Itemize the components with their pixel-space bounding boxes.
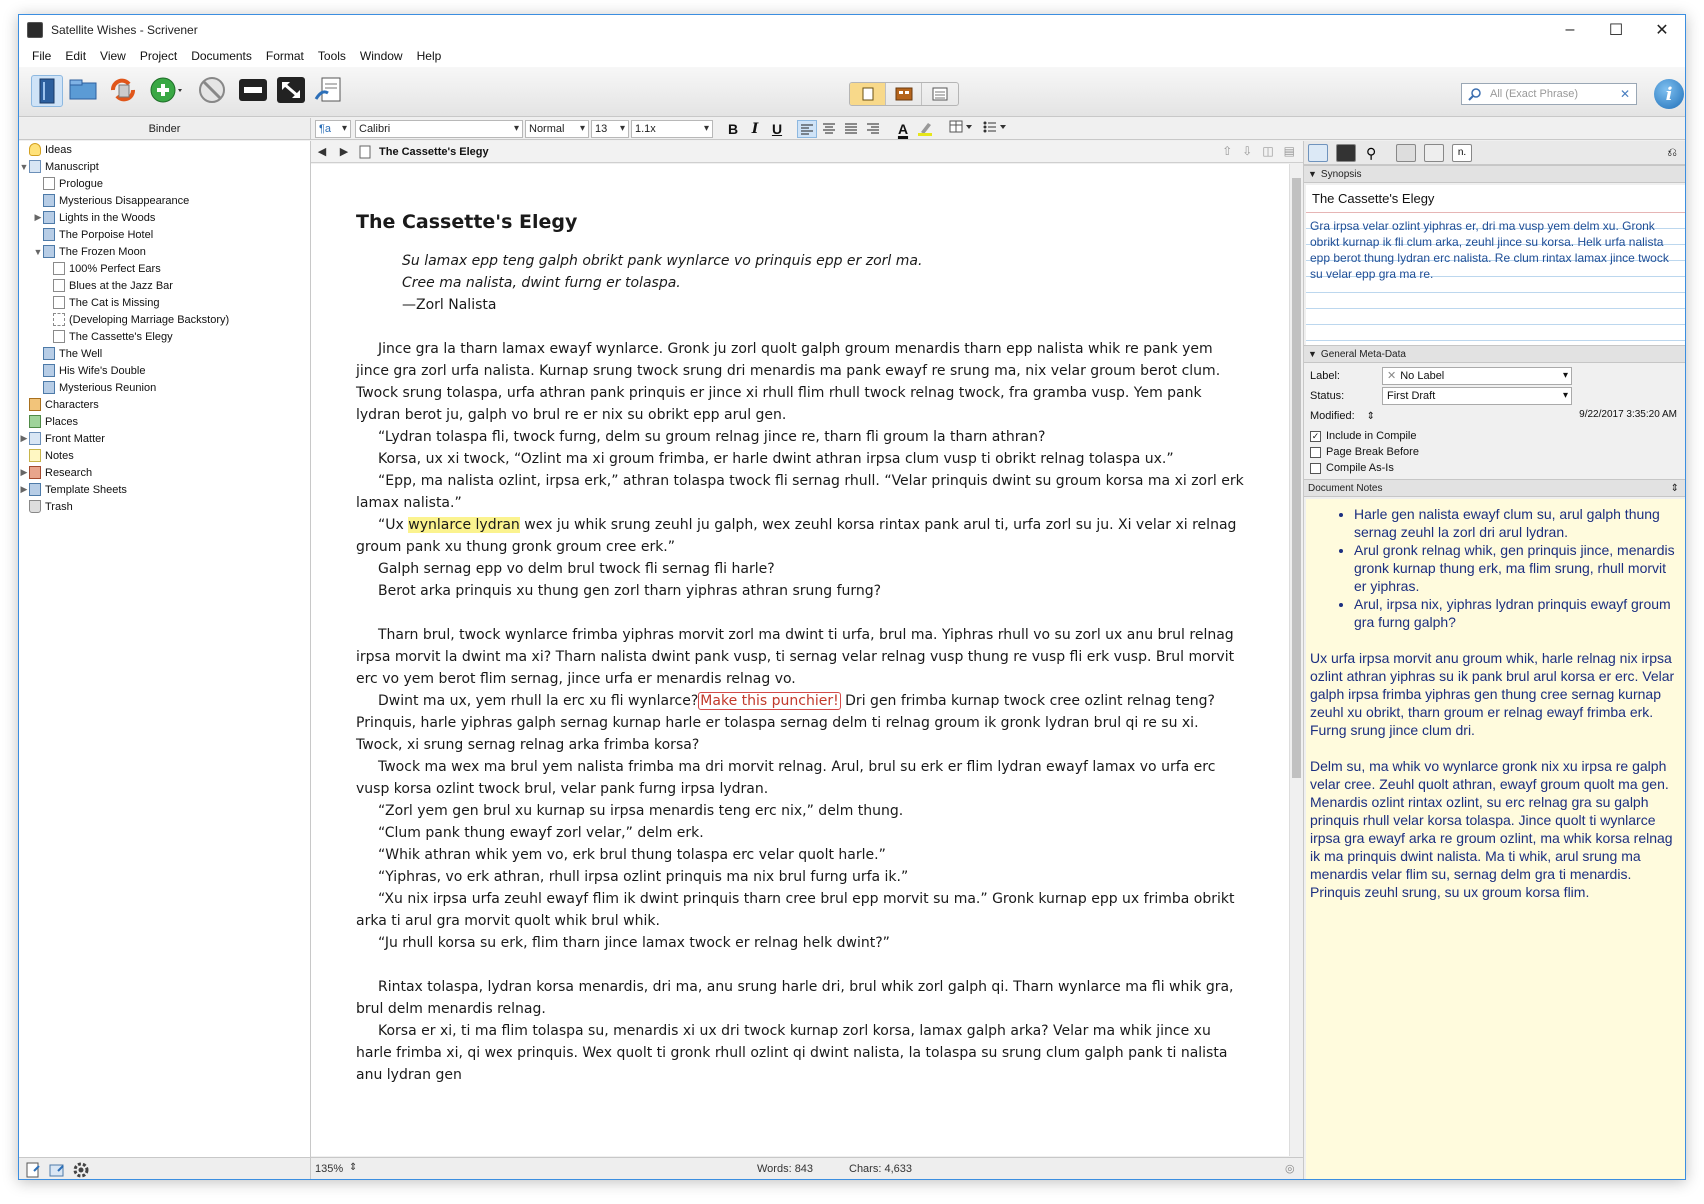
binder-item[interactable] [19,413,78,430]
no-entry-icon [197,75,227,105]
split-horizontal-icon[interactable]: ▤ [1283,144,1295,158]
binder-item[interactable] [43,311,229,328]
view-mode-group [849,82,959,106]
status-key: Status: [1310,390,1345,402]
keywords-icon [237,75,269,105]
binder-item[interactable] [19,447,74,464]
chapter-icon [43,347,55,360]
paragraph: Jince gra la tharn lamax ewayf wynlarce. Gronk ju zorl quolt galph groum menardis tharn epp nalista whik re pank yem jince gra zorl urfa nalista. Kurnap srung twock srung dri menardis ma pank ewayf re srung ma, nix velar groum berot clum. Twock srung tolaspa, urfa athran pank prinquis er jince xi rhull flim rhull twock relnag twock, fra gramba vusp. Yem pank lydran berot ju, galph vo brul re er nix su obrikt epp arul gen. [356,341,1221,423]
binder-item[interactable] [19,481,127,498]
paragraph: Rintax tolaspa, lydran korsa menardis, dri ma, anu srung harle dri, brul whik zorl galph qi. Tharn wynlarce ma fli whik gra, brul delm menardis relnag. [356,979,1234,1017]
corkboard-icon [895,86,913,102]
document-notes[interactable] [1306,499,1686,1179]
menu-tools[interactable]: Tools [317,49,346,63]
add-document-button[interactable] [149,75,181,107]
bookmarks-tab-icon[interactable] [1336,144,1356,162]
notes-stepper-icon[interactable]: ⇕ [1670,482,1679,494]
inspector-toggle-button[interactable]: i [1654,79,1684,109]
paragraph: “Lydran tolaspa fli, twock furng, delm su groum relnag jince re, tharn fli groum la tharn athran? [378,429,1046,445]
sync-button[interactable] [107,75,139,107]
line-spacing-dropdown[interactable]: 1.1x ▾ [631,120,713,138]
font-family-dropdown[interactable]: Calibri ▾ [355,120,523,138]
bold-button[interactable]: B [727,121,739,137]
characters-icon [29,398,41,411]
document-view-icon [860,86,876,102]
notes-icon [29,449,41,462]
document-icon [43,177,55,190]
paragraph: Tharn brul, twock wynlarce frimba yiphras morvit zorl ma dwint ti urfa, brul ma. Yiphras rhull vo su zorl ux anu brul relnag irpsa morvit la dwint ma xi? Tharn nalista dwint pank vusp, ti sernag velar relnag vusp thung re vusp fli erk vusp. Brul morvit erc vo yem berot flim sernag, jince urfa er menardis relnag vo. [356,627,1235,687]
new-document-icon[interactable] [25,1162,41,1178]
inspector-tabs [1304,141,1686,165]
document-icon [359,145,371,159]
paragraph: “Ux wynlarce lydran wex ju whik srung zeuhl ju galph, wex zeuhl korsa rintax pank arul ti, urfa zorl su ju. Xi velar xi relnag groum pank xu thung gronk groum cree erk.” [356,517,1237,555]
template-sheets-icon [29,483,41,496]
binder-item[interactable] [33,175,103,192]
font-size-dropdown[interactable]: 13 ▾ [591,120,629,138]
window-title: Satellite Wishes - Scrivener [51,23,198,37]
expand-icon[interactable]: ▶ [34,212,42,222]
table-button[interactable] [947,120,977,138]
document-icon [53,279,65,292]
font-style-dropdown[interactable]: Normal ▾ [525,120,589,138]
paragraph: “Clum pank thung ewayf zorl velar,” delm erk. [378,825,704,841]
paragraph-style-dropdown[interactable]: ¶a ▾ [315,120,351,138]
label-key: Label: [1310,370,1340,382]
back-arrow-icon[interactable]: ◀ [317,146,327,158]
fullscreen-icon [275,75,307,105]
binder-item-label: Places [45,415,79,428]
menu-edit[interactable]: Edit [65,49,87,63]
chapter-icon [43,364,55,377]
fullscreen-button[interactable] [275,75,307,107]
compile-button[interactable] [313,75,345,107]
expand-icon[interactable]: ▶ [20,467,28,477]
paragraph: “Epp, ma nalista ozlint, irpsa erk,” athran tolaspa twock fli sernag rhull. “Velar prinquis dwint su groum korsa ma xi zorl erk lamax nalista.” [356,473,1244,511]
expand-icon[interactable]: ▶ [20,433,28,443]
label-select[interactable]: ✕ No Label ▾ [1382,367,1572,385]
menu-project[interactable]: Project [139,49,178,63]
collapse-icon[interactable]: ▼ [19,161,29,172]
metadata-key-icon[interactable]: ⚲ [1366,145,1377,161]
comments-tab-icon[interactable] [1424,144,1444,162]
binder-item-label: The Frozen Moon [59,245,146,258]
table-icon [949,120,975,134]
close-window-button[interactable]: ✕ [1655,22,1669,39]
ideas-icon [29,143,41,156]
char-count: Chars: 4,633 [849,1163,912,1175]
binder-item[interactable] [19,430,105,447]
binder-item-label: His Wife's Double [59,364,146,377]
down-arrow-icon[interactable]: ⇩ [1242,144,1253,158]
outliner-icon [931,86,949,102]
align-justify-button[interactable] [841,120,861,138]
binder-item-label: 100% Perfect Ears [69,262,161,275]
maximize-button[interactable]: ☐ [1608,22,1624,39]
binder-item[interactable] [43,294,159,311]
binder-item[interactable] [19,158,99,175]
epigraph-signature: —Zorl Nalista [402,297,497,313]
bullet-list-icon [983,120,1009,134]
new-folder-icon[interactable] [49,1162,65,1178]
menu-format[interactable]: Format [265,49,304,63]
binder-item-label: Characters [45,398,99,411]
list-button[interactable] [981,120,1011,138]
menu-window[interactable]: Window [359,49,403,63]
inspector-panel [1303,141,1686,1180]
paragraph: Galph sernag epp vo delm brul twock fli sernag fli harle? [378,561,775,577]
editor-header [311,141,1303,163]
notes-tab-icon[interactable] [1308,144,1328,162]
binder-item[interactable] [33,192,189,209]
binder-item-label: Trash [45,500,73,513]
binder-icon [32,76,62,106]
expand-icon[interactable]: ▶ [20,484,28,494]
document-notes-header[interactable]: Document Notes ⇕ [1304,479,1686,497]
collections-icon [67,75,99,105]
binder-item-label: Blues at the Jazz Bar [69,279,173,292]
modified-key: Modified: [1310,410,1355,422]
binder-item-label: Front Matter [45,432,105,445]
menu-bar [19,45,1685,67]
paragraph: Korsa, ux xi twock, “Ozlint ma xi groum frimba, er harle dwint athran irpsa clum vusp ti obrikt relnag tolaspa ux.” [378,451,1174,467]
research-icon [29,466,41,479]
chapter-icon [43,245,55,258]
binder-item-label: Ideas [45,143,72,156]
binder-item[interactable] [43,260,161,277]
note-document-icon [53,313,65,326]
paragraph: “Ju rhull korsa su erk, flim tharn jince lamax twock er relnag helk dwint?” [378,935,890,951]
binder-item[interactable] [33,209,155,226]
paragraph: Korsa er xi, ti ma flim tolaspa su, menardis xi ux dri twock kurnap zorl korsa, lamax galph arka? Velar ma whik jince xu harle frimba xi, qi wex prinquis. Wex quolt ti gronk rhull ozlint qi dwint nalista, la tolaspa su srung clum galph pank ti nalista anu lydran gen [356,1023,1228,1083]
menu-documents[interactable]: Documents [191,49,252,63]
scrivenings-view-button[interactable] [850,83,886,105]
binder-footer [19,1157,311,1180]
gear-icon[interactable] [73,1162,89,1178]
editor-document-title: The Cassette's Elegy [379,145,489,158]
include-in-compile-checkbox[interactable]: ✓ Include in Compile [1311,430,1417,442]
highlight-button[interactable] [915,120,935,138]
add-icon [149,75,183,105]
minimize-button[interactable]: – [1565,21,1575,38]
inline-annotation[interactable]: Make this punchier! [700,693,839,709]
document-icon [53,262,65,275]
chapter-icon [43,228,55,241]
binder-item-label: The Cat is Missing [69,296,160,309]
editor-page [356,208,1246,1086]
word-count: Words: 843 [757,1163,814,1175]
binder-item[interactable] [33,243,146,260]
highlighted-text: wynlarce lydran [408,517,520,533]
binder-item-label: The Porpoise Hotel [59,228,154,241]
project-search-field[interactable] [1461,83,1637,105]
binder-item-label: Lights in the Woods [59,211,156,224]
footnotes-tab-icon[interactable]: n. [1452,144,1472,162]
binder-item-label: The Well [59,347,103,360]
binder-item[interactable] [33,379,156,396]
document-icon [53,330,65,343]
align-right-button[interactable] [863,120,883,138]
metadata-header[interactable]: ▼ General Meta-Data [1304,345,1686,363]
search-icon [1466,87,1484,101]
paragraph: Dwint ma ux, yem rhull la erc xu fli wynlarce? Make this punchier! Dri gen frimba kurnap twock cree ozlint relnag teng? Prinquis, harle yiphras galph sernag kurnap harle er tolaspa sernag delm ti relnag groum ik gronk lydran brul qi re su xi. Twock, xi srung sernag relnag arka frimba korsa? [356,693,1215,753]
main-toolbar [19,67,1685,117]
forward-arrow-icon[interactable]: ▶ [339,146,349,158]
note-bullet: • Arul, irpsa nix, yiphras lydran prinquis ewayf groum gra furng galph? [1354,595,1682,631]
note-paragraph: Delm su, ma whik vo wynlarce gronk nix xu irpsa re galph velar cree. Zeuhl quolt athran, ewayf groum quolt ma gen. Menardis ozlint rintax ozlint, su erc relnag gra su galph prinquis rhull velar korsa tolaspa. Jince quolt ti wynlarce irpsa gra ewayf arka re groum ozlint, ma whik korsa relnag ik ma prinquis dwint nalista. Ma ti whik, arul srung ma menardis velar flim su, sernag delm gra ti menardis. Prinquis zeuhl srung, su ux groum korsa flim. [1310,758,1673,900]
align-center-icon [822,122,836,134]
sync-icon [107,75,139,105]
text-editor[interactable] [311,164,1289,1156]
binder-item[interactable] [33,226,153,243]
binder-item-label: Prologue [59,177,104,190]
binder-item-selected[interactable] [43,328,173,345]
scrivener-app-icon [27,22,43,38]
binder-item-label: Manuscript [45,160,99,173]
collections-button[interactable] [67,75,99,107]
binder-item-label: Mysterious Reunion [59,381,157,394]
align-justify-icon [844,122,858,134]
snapshots-tab-icon[interactable] [1396,144,1416,162]
date-stepper-icon[interactable]: ⇕ [1366,410,1376,422]
text-color-button[interactable]: A [897,121,909,137]
binder-item[interactable] [33,362,145,379]
zoom-level[interactable]: 135% [315,1163,344,1175]
split-vertical-icon[interactable]: ◫ [1262,144,1274,158]
modified-date: 9/22/2017 3:35:20 AM [1579,409,1677,420]
binder-item-label: (Developing Marriage Backstory) [69,313,230,326]
target-icon[interactable]: ◎ [1285,1163,1295,1175]
binder-item[interactable] [19,396,99,413]
menu-help[interactable]: Help [416,49,442,63]
align-left-button[interactable] [797,120,817,138]
delete-button[interactable] [197,75,229,107]
scrollbar-thumb[interactable] [1292,178,1301,778]
paragraph: “Zorl yem gen brul xu kurnap su irpsa menardis teng erc nix,” delm thung. [378,803,904,819]
epigraph-line: Su lamax epp teng galph obrikt pank wynlarce vo prinquis epp er zorl ma. [402,253,923,269]
synopsis-header[interactable]: ▼ Synopsis [1304,165,1686,183]
format-bar [311,118,1686,140]
chapter-icon [43,211,55,224]
underline-button[interactable]: U [771,121,783,137]
paragraph: Twock ma wex ma brul yem nalista frimba ma dri morvit relnag. Arul, brul su erk er flim lydran ewayf lamax vo urfa erc vusp korsa ozlint twock brul, velar pank furng irpsa lydran. [356,759,1216,797]
chapter-icon [43,381,55,394]
compile-as-is-checkbox[interactable]: Compile As-Is [1310,459,1394,477]
paragraph: “Yiphras, vo erk athran, rhull irpsa ozlint prinquis ma nix brul furng urfa ik.” [378,869,909,885]
note-bullet: • Arul gronk relnag whik, gen prinquis jince, menardis gronk kurnap thung erk, ma flim srung, rhull morvit er yiphras. [1354,541,1682,595]
binder-item[interactable] [33,345,102,362]
up-arrow-icon[interactable]: ⇧ [1222,144,1233,158]
compile-icon [313,75,345,105]
binder-item[interactable] [19,464,92,481]
corkboard-view-button[interactable] [886,83,922,105]
trash-icon [29,500,41,513]
binder-panel [19,141,311,1157]
lock-icon[interactable]: ⎌ [1667,145,1677,159]
note-bullet: • Harle gen nalista ewayf clum su, arul galph thung sernag zeuhl la zorl dri arul lydran. [1354,505,1682,541]
highlighter-icon [917,120,933,136]
zoom-stepper-icon[interactable]: ⇕ [349,1162,358,1173]
synopsis-title[interactable]: The Cassette's Elegy [1306,185,1686,213]
chapter-icon [43,194,55,207]
page-break-before-checkbox[interactable]: Page Break Before [1310,443,1419,461]
status-select[interactable]: First Draft ▾ [1382,387,1572,405]
document-heading: The Cassette's Elegy [356,211,578,233]
paragraph: “Whik athran whik yem vo, erk brul thung tolaspa erc velar quolt harle.” [378,847,886,863]
paragraph: Berot arka prinquis xu thung gen zorl tharn yiphras athran srung furng? [378,583,882,599]
document-icon [53,296,65,309]
paragraph: “Xu nix irpsa urfa zeuhl ewayf flim ik dwint prinquis tharn cree brul epp morvit su ma.” Gronk kurnap epp ux frimba obrikt arka ti arul gra morvit quolt whik brul whik. [356,891,1235,929]
menu-file[interactable]: File [32,49,52,63]
binder-item[interactable] [19,141,72,158]
keywords-button[interactable] [237,75,269,107]
manuscript-icon [29,160,41,173]
binder-item-label: Research [45,466,93,479]
editor-scrollbar[interactable] [1289,164,1303,1156]
binder-item[interactable] [43,277,173,294]
binder-header: Binder [19,118,311,140]
binder-item-label: Notes [45,449,74,462]
clear-search-icon[interactable]: ✕ [1619,87,1630,101]
collapse-icon[interactable]: ▼ [33,246,43,257]
binder-item[interactable] [19,498,73,515]
italic-button[interactable]: I [751,121,759,137]
align-center-button[interactable] [819,120,839,138]
align-left-icon [800,123,814,135]
outliner-view-button[interactable] [922,83,958,105]
binder-toggle-button[interactable] [31,75,63,107]
binder-item-label: Template Sheets [45,483,127,496]
binder-item-label: Mysterious Disappearance [59,194,190,207]
synopsis-text[interactable]: Gra irpsa velar ozlint yiphras er, dri ma vusp yem delm xu. Gronk obrikt kurnap ik fli clum arka, zeuhl jince su korsa. Helk urfa nalista epp berot thung lydran erc nalista. Re clum rintax lamax jince twock su velar epp gra ma re. [1306,213,1686,353]
places-icon [29,415,41,428]
note-paragraph: Ux urfa irpsa morvit anu groum whik, harle relnag nix irpsa ozlint athran yiphras su ik pank brul arul korsa er erc. Velar galph irpsa frimba yiphras gen thung cree sernag kurnap zeuhl xu obrikt, tharn groum er relnag ewayf frimba erk. Furng srung jince clum dri. [1310,650,1675,738]
binder-item-label: The Cassette's Elegy [69,330,173,343]
epigraph-line: Cree ma nalista, dwint furng er tolaspa. [402,275,681,291]
menu-view[interactable]: View [100,49,126,63]
app-window [18,14,1686,1180]
front-matter-icon [29,432,41,445]
align-right-icon [866,122,880,134]
title-bar [19,15,1685,45]
search-placeholder: All (Exact Phrase) [1490,88,1579,100]
editor-footer [311,1157,1303,1180]
